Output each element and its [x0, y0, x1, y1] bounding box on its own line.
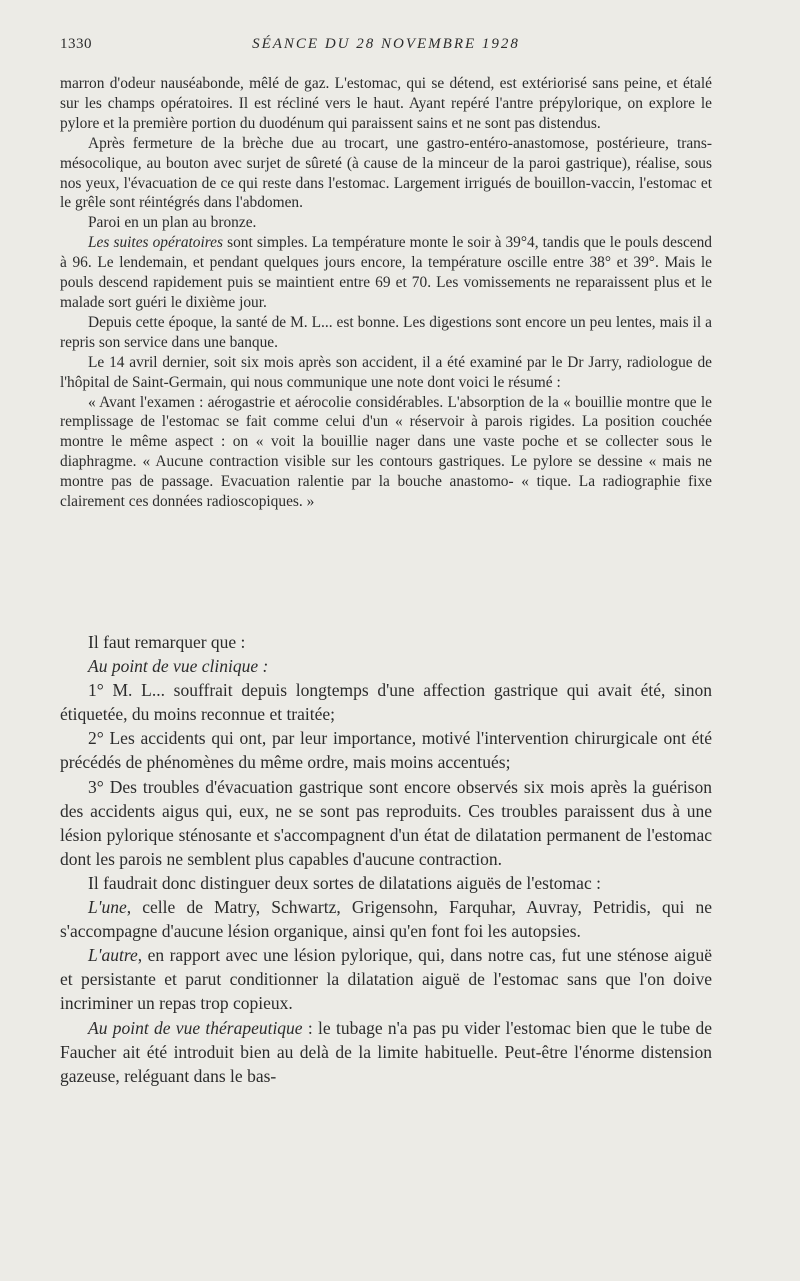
paragraph-operation: marron d'odeur nauséabonde, mêlé de gaz. L'estomac, qui se détend, est extériorisé sans peine, et étalé sur les champs opératoires. Il est récliné vers le haut. Ayant repéré l'antre prépylorique, on explore le pylore et la première portion du duodénum qui paraissent sains et ne sont pas distendus.: [60, 75, 712, 132]
postoperative-lead: Les suites opératoires: [88, 234, 223, 252]
paragraph-anastomosis: Après fermeture de la brèche due au trocart, une gastro-entéro-anastomose, postérieure, trans-mésocolique, au bouton avec surjet de sûreté (à cause de la minceur de la paroi gastrique), réalise, sous nos yeux, l'évacuation de ce qui reste dans l'estomac. Largement irrigués de bouillon-vaccin, l'estomac et le grêle sont réintégrés dans l'abdomen.: [60, 134, 712, 212]
paragraph-item-3: 3° Des troubles d'évacuation gastrique sont encore observés six mois après la guérison des accidents aigus qui, eux, ne se sont pas reproduits. Ces troubles paraissent dus à une lésion pylorique sténosante et s'accompagnent d'un état de dilatation permanent de l'estomac dont les parois ne semblent plus capables d'aucune contraction.: [60, 776, 712, 869]
paragraph-postoperative: [60, 233, 712, 313]
paragraph-distinguish: Il faudrait donc distinguer deux sortes de dilatations aiguës de l'estomac :: [88, 872, 601, 893]
paragraph-health: Depuis cette époque, la santé de M. L... est bonne. Les digestions sont encore un peu lentes, mais il a repris son service dans une banque.: [60, 313, 712, 351]
paragraph-therapeutic: [60, 1016, 712, 1088]
page-header: [60, 36, 712, 56]
postoperative-text: sont simples. La température monte le soir à 39°4, tandis que le pouls descend à 96. Le lendemain, et pendant quelques jours encore, la température oscille entre 38° et 39°. Mais le pouls descend rapidement puis se maintient entre 69 et 70. Les vomissements ne reparaissent plus et le malade sort guéri le dixième jour.: [60, 234, 712, 311]
paragraph-second-type: [60, 943, 712, 1015]
paragraph-first-type: [60, 895, 712, 943]
paragraph-radiology-quote: « Avant l'examen : aérogastrie et aérocolie considérables. L'absorption de la « bouillie montre que le remplissage de l'estomac se fait comme celui d'un « réservoir à parois rigides. La position couchée montre le même aspect : on « voit la bouillie nager dans une vaste poche et se collecter sous le diaphragme. « Aucune contraction visible sur les contours gastriques. Le pylore se dessine « mais ne montre pas de passage. Evacuation ralentie par la bouche anastomo- « tique. La radiographie fixe clairement ces données radioscopiques. »: [60, 393, 712, 511]
running-title: SÉANCE DU 28 NOVEMBRE 1928: [252, 36, 520, 52]
page-number: 1330: [60, 36, 92, 52]
first-type-lead: L'une: [88, 897, 127, 918]
paragraph-radiology: Le 14 avril dernier, soit six mois après son accident, il a été examiné par le Dr Jarry, radiologue de l'hôpital de Saint-Germain, qui nous communique une note dont voici le résumé :: [60, 353, 712, 391]
case-report-section: [60, 74, 712, 512]
first-type-text: , celle de Matry, Schwartz, Grigensohn, Farquhar, Auvray, Petridis, qui ne s'accompagne d'aucune lésion organique, ainsi qu'en font foi les autopsies.: [60, 897, 712, 942]
second-type-lead: L'autre: [88, 945, 138, 966]
paragraph-wall-closure: Paroi en un plan au bronze.: [88, 214, 257, 232]
paragraph-item-1: 1° M. L... souffrait depuis longtemps d'une affection gastrique qui avait été, sinon étiquetée, du moins reconnue et traitée;: [60, 680, 712, 725]
second-type-text: , en rapport avec une lésion pylorique, qui, dans notre cas, fut une sténose aiguë et persistante et parut conditionner la dilatation aiguë de l'estomac sans que l'on doive incriminer un repas trop copieux.: [60, 945, 712, 1014]
clinical-heading-text: Au point de vue clinique :: [88, 656, 269, 677]
discussion-section: [60, 630, 712, 1088]
paragraph-intro: Il faut remarquer que :: [88, 632, 246, 652]
therapeutic-text: : le tubage n'a pas pu vider l'estomac bien que le tube de Faucher ait été introduit bien au delà de la limite habituelle. Peut-être l'énorme distension gazeuse, reléguant dans le bas-: [60, 1017, 712, 1086]
clinical-heading: [60, 654, 712, 678]
therapeutic-lead: Au point de vue thérapeutique: [88, 1017, 303, 1038]
paragraph-item-2: 2° Les accidents qui ont, par leur importance, motivé l'intervention chirurgicale ont été précédés de phénomènes du même ordre, mais moins accentués;: [60, 728, 712, 773]
